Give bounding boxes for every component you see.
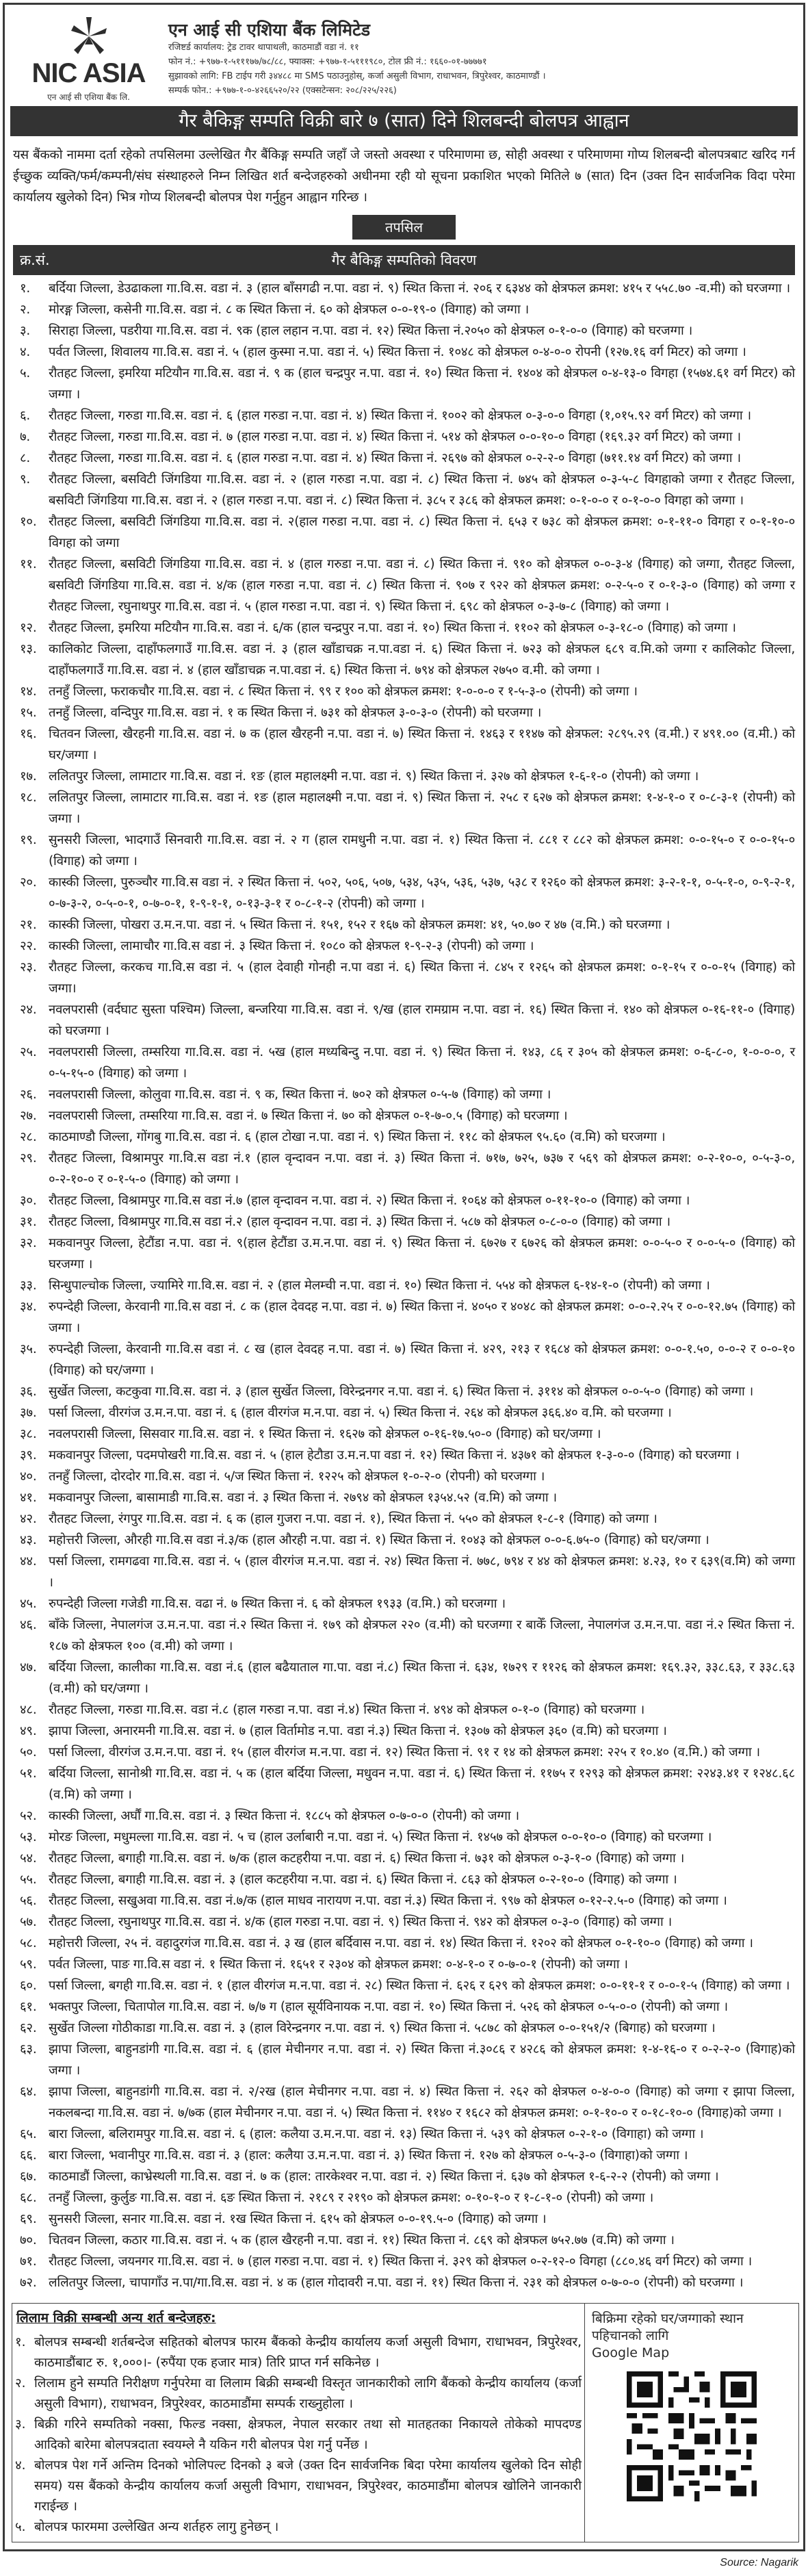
suggestion-info: सुझावको लागि: FB टाईप गरी ३४४८८ मा SMS पठाउनुहोस्, कर्जा असुली विभाग, राधाभवन, त्रिपुरेश्वर, काठमाण्डौं ।	[168, 71, 546, 81]
item-serial: २९.	[20, 1151, 37, 1165]
property-item	[13, 511, 795, 554]
property-item	[13, 448, 795, 469]
item-description: रुपन्देही जिल्ला, केरवानी गा.वि.स वडा नं. ८ ख (हाल देवदह न.पा. वडा नं. ७) स्थित कित्ता नं. ४२९, २१३ र १६८४ को क्षेत्रफल क्रमश: ०-०-१.५०, ०-०-२ र ०-०-१० (विगाह) को घर/जग्गा ।	[49, 1342, 795, 1378]
item-description: रौतहट जिल्ला, इमरिया मटियौन गा.वि.स. वडा नं. ९ क (हाल चन्द्रपुर न.पा. वडा नं. १०) स्थित कित्ता नं. १४०४ को क्षेत्रफल ०-४-१३-० विगहा (१५७४.६१ वर्ग मिटर) को जग्गा ।	[49, 366, 795, 402]
item-serial: ८.	[20, 451, 31, 465]
term-item	[15, 2517, 582, 2538]
item-serial: १०.	[20, 515, 37, 529]
property-item	[13, 1699, 795, 1721]
item-description: बर्दिया जिल्ला, डेउढाकला गा.वि.स. वडा नं. ३ (हाल बाँसगढी न.पा. वडा नं. ९) स्थित कित्ता नं. २०६ र ६३४४ को क्षेत्रफल क्रमश: ४१५ र ५५८.७० -व.मी) को घरजग्गा ।	[49, 281, 790, 296]
col-serial-header: क्र.सं.	[20, 252, 50, 268]
property-item	[13, 1466, 795, 1487]
item-serial: ६१.	[20, 2000, 37, 2014]
property-item	[13, 914, 795, 936]
item-serial: ५४.	[20, 1851, 37, 1866]
phone-fax: फोन नं.: +९७७-१-५१११७७/७८/८८, फ्याक्स: +९७७-१-५१११९८०, टोल फ्री नं.: १६६०-०१-७७७७१	[168, 57, 487, 67]
property-item	[13, 1721, 795, 1742]
item-serial: ३७.	[20, 1406, 37, 1420]
property-item	[13, 405, 795, 426]
term-item	[15, 2414, 582, 2456]
term-item	[15, 2332, 582, 2373]
item-description: चितवन जिल्ला, कठार गा.वि.स. वडा नं. ५ क (हाल खैरहनी न.पा. वडा नं. ११) स्थित कित्ता नं. ८६९ को क्षेत्रफल ७५२.७७ (व.मि) को जग्गा ।	[49, 2233, 675, 2247]
item-description: रुपन्देही जिल्ला, केरवानी गा.वि.स वडा नं. ८ क (हाल देवदह न.पा. वडा नं. ७) स्थित कित्ता नं. ४०५० र ४०४८ को क्षेत्रफल क्रमश: ०-०-२.२५ र ०-०-१२.७५ (विगाह) को जग्गा ।	[49, 1300, 795, 1335]
item-serial: १८.	[20, 790, 37, 805]
property-item	[13, 342, 795, 363]
item-description: रुपन्देही जिल्ला गजेडी गा.वि.स. वढा नं. ७ स्थित कित्ता नं. ६ को क्षेत्रफल १९३३ (व.मि.) को घरजग्गा ।	[49, 1597, 506, 1611]
property-item	[13, 1042, 795, 1084]
property-item	[13, 469, 795, 511]
property-item	[13, 787, 795, 829]
google-map-label: Google Map	[592, 2345, 670, 2360]
term-item	[15, 2456, 582, 2517]
notice-frame	[3, 3, 805, 2551]
property-item	[13, 1211, 795, 1233]
item-description: रौतहट जिल्ला, गरुडा गा.वि.स. वडा नं. ७ (हाल गरुडा न.पा. वडा नं. ४) स्थित कित्ता नं. ५१४ को क्षेत्रफल ०-०-१०-० विगहा (१६९.३२ वर्ग मिटर) को जग्गा ।	[49, 430, 741, 444]
notice-title: गैर बैकिङ्ग सम्पति विक्री बारे ७ (सात) दिने शिलबन्दी बोलपत्र आह्वान	[10, 106, 798, 136]
item-description: पर्सा जिल्ला, रामगढवा गा.वि.स. वडा नं. ५ (हाल वीरगंज म.न.पा. वडा नं. २४) स्थित कित्ता नं. ७७८, ७९४ र ४४ को क्षेत्रफल क्रमश: ४.२३, १० र ६३९(व.मि) को जग्गा ।	[49, 1554, 795, 1590]
item-description: रौतहट जिल्ला, सखुअवा गा.वि.स. वडा नं.७/क (हाल माधव नारायण न.पा. वडा नं.३) स्थित कित्ता नं. ९९७ को क्षेत्रफल ०-१२-२.५-० (विगाह) को जग्गा ।	[49, 1894, 727, 1908]
property-item	[13, 2145, 795, 2166]
notice-header	[5, 5, 803, 106]
item-serial: ५८.	[20, 1936, 37, 1950]
item-description: कास्की जिल्ला, अर्घौं गा.वि.स. वडा नं. ३ स्थित कित्ता नं. १८८५ को क्षेत्रफल ०-७-०-० (रोपनी) को जग्गा ।	[49, 1809, 519, 1823]
property-item	[13, 639, 795, 681]
property-item	[13, 1508, 795, 1530]
item-serial: ६.	[20, 409, 31, 423]
item-serial: ४२.	[20, 1512, 37, 1526]
property-item	[13, 1657, 795, 1699]
item-description: ललितपुर जिल्ला, लामाटार गा.वि.स. वडा नं. १ङ (हाल महालक्ष्मी न.पा. वडा नं. ९) स्थित कित्ता नं. २५८ र ६२७ को क्षेत्रफल क्रमश: १-४-१-० र ०-८-३-१ (रोपनी) को जग्गा ।	[49, 790, 795, 826]
col-description-header: गैर बैकिङ्ग सम्पतिको विवरण	[331, 252, 477, 268]
property-item	[13, 2272, 795, 2293]
item-description: मकवानपुर जिल्ला, बासामाडी गा.वि.स. वडा नं. ३ स्थित कित्ता नं. २७९४ को क्षेत्रफल १३५४.५२ (व.मि) को जग्गा ।	[49, 1491, 557, 1505]
item-serial: ५.	[20, 366, 31, 381]
property-item	[13, 723, 795, 766]
item-description: झापा जिल्ला, अनारमनी गा.वि.स. वडा नं. ७ (हाल विर्तामोड न.पा. वडा नं.३) स्थित कित्ता नं. १३०७ को क्षेत्रफल ३६० (व.मि) को घरजग्गा ।	[49, 1724, 667, 1738]
property-item	[13, 2208, 795, 2230]
table-header	[13, 245, 795, 275]
item-serial: १२.	[20, 621, 37, 635]
item-description: रौतहट जिल्ला, करकच गा.वि.स वडा नं. ५ (हाल देवाही गोनही न.पा वडा नं. ६) स्थित कित्ता नं. ८४५ र १२६५ को क्षेत्रफल क्रमश: ०-१-१५ र ०-०-१५ (विगाह) को जग्गा।	[49, 960, 795, 996]
item-serial: २८.	[20, 1130, 37, 1144]
property-item	[13, 936, 795, 957]
map-caption: बिक्रिमा रहेको घर/जग्गाको स्थान पहिचानको लागि	[592, 2311, 744, 2343]
property-item	[13, 363, 795, 405]
property-item	[13, 320, 795, 342]
property-item	[13, 2124, 795, 2145]
item-serial: ३४.	[20, 1300, 37, 1314]
item-serial: ४६.	[20, 1618, 37, 1632]
registered-office: रजिष्टर्ड कार्यालय: ट्रेड टावर थापाथली, काठमाडौं वडा नं. ११	[168, 42, 359, 53]
item-serial: ७१.	[20, 2254, 37, 2269]
contact-phone: सम्पर्क फोन.: +९७७-१-०-४२६६५२०/२२ (एक्सटेन्सन: २०८/२२५/२२६)	[168, 86, 397, 96]
property-item	[13, 2018, 795, 2039]
item-description: रौतहट जिल्ला, इमरिया मटियौन गा.वि.स. वडा नं. ६/क (हाल चन्द्रपुर न.पा. वडा नं. १०) स्थित कित्ता नं. ११०२ को क्षेत्रफल ०-३-१८-० (विगाह) को जग्गा ।	[49, 621, 736, 635]
property-item	[13, 1487, 795, 1508]
item-serial: २०.	[20, 875, 37, 890]
item-description: पर्सा जिल्ला, बगही गा.वि.स. वडा नं. १ (हाल वीरगंज म.न.पा. वडा नं. २८) स्थित कित्ता नं. ६२६ र ६२९ को क्षेत्रफल क्रमश: ०-०-११-१ र ०-०-१-५ (विगाह) को जग्गा ।	[49, 1979, 790, 1993]
item-description: चितवन जिल्ला, खैरहनी गा.वि.स. वडा नं. ७ क (हाल खैरहनी न.पा. वडा नं. ७) स्थित कित्ता नं. १४६३ र ११४७ को क्षेत्रफल: २८९५.२९ (व.मी.) र ४९१.०० (व.मी.) को घर/जग्गा ।	[49, 727, 795, 762]
property-item	[13, 1296, 795, 1339]
item-description: महोत्तरी जिल्ला, २५ नं. वहादुरगंज गा.वि.स. वडा नं. ३ ख (हाल बर्दिवास न.पा. वडा नं. १४) स्थित कित्ता नं. १२०२ को क्षेत्रफल ०-१-१०-० (विगाह) को जग्गा ।	[49, 1936, 753, 1950]
property-item	[13, 1445, 795, 1466]
item-description: मकवानपुर जिल्ला, हेटौंडा न.पा. वडा नं. ९(हाल हेटौंडा उ.म.न.पा. वडा नं. ९) स्थित कित्ता नं. ६७२७ र ६७२६ को क्षेत्रफल क्रमश: ०-०-५-० र ०-०-५-० (विगाह) को घरजग्गा ।	[49, 1236, 795, 1272]
item-serial: ६५.	[20, 2127, 37, 2141]
intro-paragraph: यस बैंकको नाममा दर्ता रहेको तपसिलमा उल्लेखित गैर बैंकिङ्ग सम्पति जहाँ जे जस्तो अवस्था र परिमाणमा छ, सोही अवस्था र परिमाणमा गोप्य शिलबन्दी बोलपत्रबाट खरिद गर्न ईच्छुक व्यक्ति/फर्म/कम्पनी/संघ संस्थाहरुले निम्न लिखित शर्त बन्देजहरुको अधीनमा रही यो सूचना प्रकाशित भएको मितिले ७ (सात) दिन (उक्त दिन सार्वजनिक विदा परेमा कार्यालय खुलेको दिन) भित्र गोप्य शिलबन्दी बोलपत्र पेश गर्नुहुन आह्वान गरिन्छ ।	[13, 148, 795, 205]
property-item	[13, 426, 795, 448]
item-description: रौतहट जिल्ला, बसविटी जिंगडिया गा.वि.स. वडा नं. २ (हाल गरुडा न.पा. वडा नं. ८) स्थित कित्ता नं. ७४५ को क्षेत्रफल ०-३-५-८ विगहाको जग्गा र रौतहट जिल्ला, बसविटी जिंगडिया गा.वि.स. वडा नं. २ (हाल गरुडा न.पा. वडा नं. ८) स्थित कित्ता नं. ३८५ र ३८६ को क्षेत्रफल क्रमश: ०-१-०-० र ०-१-०-० विगहा को जग्गा ।	[49, 472, 795, 508]
item-serial: २३.	[20, 960, 37, 975]
property-item	[13, 1827, 795, 1848]
property-item	[13, 872, 795, 914]
item-serial: ३१.	[20, 1215, 37, 1229]
property-item	[13, 1530, 795, 1551]
item-serial: १६.	[20, 727, 37, 741]
item-serial: १५.	[20, 706, 37, 720]
item-description: तनहुँ जिल्ला, फराकचौर गा.वि.स. वडा नं. ८ स्थित कित्ता नं. ९९ र १०० को क्षेत्रफल क्रमश: १-०-०-० र १-५-३-० (रोपनी) को जग्गा ।	[49, 684, 638, 699]
property-item	[13, 1763, 795, 1805]
item-serial: २७.	[20, 1109, 37, 1123]
item-description: नवलपरासी जिल्ला, कोलुवा गा.वि.स. वडा नं. ९ क, स्थित कित्ता नं. ७०२ को क्षेत्रफल ०-५-७ (विगाह) को जग्गा ।	[49, 1087, 551, 1102]
item-description: मोरङ्ग जिल्ला, कसेनी गा.वि.स. वडा नं. ८ क स्थित कित्ता नं. ६० को क्षेत्रफल ०-०-१९-० (विगाह) को जग्गा ।	[49, 302, 530, 317]
schedule-label: तपसिल	[352, 215, 456, 240]
item-description: भक्तपुर जिल्ला, चितापोल गा.वि.स. वडा नं. ७/७ ग (हाल सूर्यविनायक न.पा. वडा नं. १०) स्थित कित्ता नं. ५२६ को क्षेत्रफल ०-५-०-० (रोपनी) को जग्गा ।	[49, 2000, 728, 2014]
source-credit: Source: Nagarik	[720, 2557, 798, 2568]
item-description: कास्की जिल्ला, पुरुञ्चौर गा.वि.स वडा नं. २ स्थित कित्ता नं. ५०२, ५०६, ५०७, ५३४, ५३५, ५३६, ५३७, ५३८ र १२६० को क्षेत्रफल क्रमश: ३-२-१-१, ०-५-१-०, ०-९-२-१, ०-७-३-२, ०-५-०-१, ०-७-०-१, १-९-१-१, ०-१३-३-१ र ०-८-१-२ (रोपनी) को जग्गा ।	[49, 875, 795, 911]
property-item	[13, 1975, 795, 1996]
logo-text: NIC ASIA	[31, 57, 146, 88]
property-item	[13, 1339, 795, 1381]
property-item	[13, 1402, 795, 1424]
item-serial: २२.	[20, 939, 37, 953]
property-item	[13, 1381, 795, 1402]
item-serial: १३.	[20, 642, 37, 656]
item-description: सुर्खेत जिल्ला गोठीकाडा गा.वि.स. वडा नं. ३ (हाल विरेन्द्रनगर न.पा. वडा नं. ९) स्थित कित्ता नं. ५८७८ को क्षेत्रफल ०-०-१५१/२ (बिगाह) को घरजग्गा ।	[49, 2021, 716, 2035]
item-description: रौतहट जिल्ला, रघुनाथपुर गा.वि.स. वडा नं. ४/क (हाल गरुडा न.पा. वडा नं. ९) स्थित कित्ता नं. ९४२ को क्षेत्रफल ०-३-० (विगाह) को जग्गा ।	[49, 1915, 673, 1929]
item-description: सिन्धुपाल्चोक जिल्ला, ज्यामिरे गा.वि.स. वडा नं. २ (हाल मेलम्ची न.पा. वडा नं. १०) स्थित कित्ता नं. ५५४ को क्षेत्रफल ६-१४-१-० (रोपनी) को जग्गा ।	[49, 1278, 710, 1293]
property-item	[13, 1614, 795, 1657]
property-item	[13, 1233, 795, 1275]
item-description: तनहुँ जिल्ला, दोरदोर गा.वि.स. वडा नं. ५/ज स्थित कित्ता नं. १२२५ को क्षेत्रफल १-०-२-० (रोपनी) को घरजग्गा ।	[49, 1469, 545, 1484]
item-description: बारा जिल्ला, बलिरामपुर गा.वि.स. वडा नं. ६ (हाल: कलैया उ.म.न.पा. वडा नं. १३) स्थित कित्ता नं. ५३९ को क्षेत्रफल ०-२-१-० (विगाहा) को जग्गा ।	[49, 2127, 704, 2141]
item-serial: ३३.	[20, 1278, 37, 1293]
item-description: तनहुँ जिल्ला, कुर्लुङ गा.वि.स. वडा नं. ६ङ स्थित कित्ता नं. २१८९ र २१९० को क्षेत्रफल क्रमश: ०-१०-१-० र १-८-१-० (रोपनी) को जग्गा ।	[49, 2191, 654, 2205]
item-serial: ५१.	[20, 1766, 37, 1781]
item-serial: २.	[20, 302, 31, 317]
item-serial: ३.	[20, 324, 31, 338]
property-item	[13, 2081, 795, 2124]
bank-info	[168, 20, 790, 98]
tapsil-wrap	[5, 215, 803, 240]
item-serial: ६६.	[20, 2148, 37, 2163]
property-item	[13, 278, 795, 299]
item-serial: २५.	[20, 1045, 37, 1059]
item-serial: ३९.	[20, 1448, 37, 1463]
term-text: बोलपत्र पेश गर्ने अन्तिम दिनको भोलिपल्ट दिनको ३ बजे (उक्त दिन सार्वजनिक बिदा परेमा कार्यालय खुलेको दिन सोही समय) यस बैंकको केन्द्रीय कार्यालय कर्जा असुली विभाग, राधाभवन, त्रिपुरेश्वर, काठमाडौंमा बोलपत्र खोलिने जानकारी गराईन्छ ।	[34, 2458, 582, 2514]
item-serial: ४३.	[20, 1533, 37, 1547]
item-description: कास्की जिल्ला, पोखरा उ.म.न.पा. वडा नं. ५ स्थित कित्ता नं. १५१, १५२ र १६७ को क्षेत्रफल क्रमश: ४१, ५०.७० र ४७ (व.मि.) को घरजग्गा ।	[49, 918, 670, 932]
property-item	[13, 1848, 795, 1869]
item-serial: १४.	[20, 684, 37, 699]
item-serial: ४४.	[20, 1554, 37, 1569]
property-item	[13, 766, 795, 787]
item-serial: ४७.	[20, 1660, 37, 1675]
item-description: रौतहट जिल्ला, जयनगर गा.वि.स. वडा नं. ७ (हाल गरुडा न.पा. वडा नं. १) स्थित कित्ता नं. ३२९ को क्षेत्रफल ०-२-१२-० विगहा (८८०.४६ वर्ग मिटर) को जग्गा ।	[49, 2254, 753, 2269]
item-description: तनहुँ जिल्ला, वन्दिपुर गा.वि.स. वडा नं. १ क स्थित कित्ता नं. ७३१ को क्षेत्रफल ३-०-३-० (रोपनी) को घरजग्गा ।	[49, 706, 542, 720]
item-description: महोत्तरी जिल्ला, औरही गा.वि.स वडा नं.३/क (हाल औरही न.पा. वडा नं. १) स्थित कित्ता नं. १०४३ को क्षेत्रफल ०-०-६.७५-० (विगाह) को घर/जग्गा ।	[49, 1533, 709, 1547]
item-description: नवलपरासी जिल्ला, तम्सरिया गा.वि.स. वडा नं. ७ स्थित कित्ता नं. ७० को क्षेत्रफल ०-१-७-०.५ (विगाह) को घरजग्गा ।	[49, 1109, 568, 1123]
item-serial: ६८.	[20, 2191, 37, 2205]
item-serial: २६.	[20, 1087, 37, 1102]
item-description: पर्सा जिल्ला, वीरगंज उ.म.न.पा. वडा नं. ६ (हाल वीरगंज म.न.पा. वडा नं. ५) स्थित कित्ता नं. २६४ को क्षेत्रफल ३६६.४० व.मि. को घरजग्गा ।	[49, 1406, 672, 1420]
item-description: सुनसरी जिल्ला, सनार गा.वि.स. वडा नं. १ख स्थित कित्ता नं. ६१५ को क्षेत्रफल ०-०-१९.५-० (विगाह) को जग्गा ।	[49, 2212, 547, 2226]
bank-logo	[18, 16, 159, 103]
item-description: रौतहट जिल्ला, गरुडा गा.वि.स. वडा नं. ६ (हाल गरुडा न.पा. वडा नं. ४) स्थित कित्ता नं. १००२ को क्षेत्रफल ०-३-०-० विगहा (१,०१५.९२ वर्ग मिटर) को जग्गा ।	[49, 409, 751, 423]
item-description: सुनसरी जिल्ला, भादगाउँ सिनवारी गा.वि.स. वडा नं. २ ग (हाल रामधुनी न.पा. वडा नं. १) स्थित कित्ता नं. ८८१ र ८८२ को क्षेत्रफल क्रमश: ०-०-१५-० र ०-०-१५-० (विगाह) को जग्गा ।	[49, 833, 795, 868]
item-serial: ११.	[20, 557, 37, 571]
item-description: पर्सा जिल्ला, वीरगंज उ.म.न.पा. वडा नं. १५ (हाल वीरगंज म.न.पा. वडा नं. १२) स्थित कित्ता नं. ९१ र १४ को क्षेत्रफल क्रमश: २२५ र १०.४० (व.मि.) को जग्गा ।	[49, 1745, 760, 1760]
item-description: नवलपरासी जिल्ला, सिसवार गा.वि.स. वडा नं. १ स्थित कित्ता नं. १६२७ को क्षेत्रफल ०-१६-१७.५०-० (विगाह) को घर/जग्गा ।	[49, 1427, 601, 1441]
property-item	[13, 1126, 795, 1148]
property-item	[13, 1190, 795, 1211]
item-serial: २१.	[20, 918, 37, 932]
property-item	[13, 554, 795, 617]
term-text: लिलाम हुने सम्पति निरीक्षण गर्नुपरेमा वा लिलाम बिक्री सम्बन्धी विस्तृत जानकारीको लागि बैंकको केन्द्रीय कार्यालय (कर्जा असुली विभाग), राधाभवन, त्रिपुरेश्वर, काठमाडौंमा सम्पर्क राख्नुहोला ।	[34, 2376, 582, 2411]
item-serial: ४८.	[20, 1703, 37, 1717]
google-map-box	[585, 2304, 798, 2542]
property-item	[13, 2039, 795, 2081]
item-description: रौतहट जिल्ला, बसविटी जिंगडिया गा.वि.स. वडा नं. २(हाल गरुडा न.पा. वडा नं. ८) स्थित कित्ता नं. ६५३ र ७३८ को क्षेत्रफल क्रमश: ०-१-११-० विगहा र ०-१-१०-० विगहा को जग्गा	[49, 515, 795, 550]
item-serial: १९.	[20, 833, 37, 847]
property-item	[13, 1996, 795, 2018]
term-serial: १.	[15, 2335, 26, 2349]
notice-page	[0, 3, 808, 2576]
item-serial: ६९.	[20, 2212, 37, 2226]
item-description: रौतहट जिल्ला, विश्रामपुर गा.वि.स वडा नं.२ (हाल वृन्दावन न.पा. वडा नं. ३) स्थित कित्ता नं. ५८७ को क्षेत्रफल ०-८-०-० (विगाह) को जग्गा ।	[49, 1215, 670, 1229]
item-description: रौतहट जिल्ला, बगाही गा.वि.स. वडा नं. ३ (हाल कटहरीया न.पा. वडा नं. ६) स्थित कित्ता नं. ८६३ को क्षेत्रफल ०-२-१०-० (विगाह) को जग्गा ।	[49, 1872, 677, 1887]
item-description: रौतहट जिल्ला, रंगपुर गा.वि.स. वडा नं. ६ क (हाल गुजरा न.पा. वडा नं. १), स्थित कित्ता नं. ५५० को क्षेत्रफल १-८-१ (विगाह) को जग्गा ।	[49, 1512, 657, 1526]
property-item	[13, 1954, 795, 1975]
item-description: मोरङ जिल्ला, मधुमल्ला गा.वि.स. वडा नं. ५ च (हाल उर्लाबारी न.पा. वडा नं. ५) स्थित कित्ता नं. १४५७ को क्षेत्रफल ०-०-१०-० (विगाह) को घरजग्गा ।	[49, 1830, 712, 1844]
item-description: पर्वत जिल्ला, पाङ गा.वि.स वडा नं. १ स्थित कित्ता नं. १६५१ र २३०४ को क्षेत्रफल क्रमश: ०-४-१-० र ०-७-०-१ (रोपनी) को जग्गा ।	[49, 1957, 628, 1972]
property-item	[13, 829, 795, 872]
item-serial: ६३.	[20, 2042, 37, 2057]
term-text: बोलपत्र सम्बन्धी शर्तबन्देज सहितको बोलपत्र फारम बैंकको केन्द्रीय कार्यालय कर्जा असुली विभाग, राधाभवन, त्रिपुरेश्वर, काठमाडौंबाट रु. १,०००।- (रुपैंया एक हजार मात्र) तिरि प्राप्त गर्न सकिनेछ ।	[34, 2335, 582, 2370]
item-description: रौतहट जिल्ला, बगाही गा.वि.स. वडा नं. ७/क (हाल कटहरीया न.पा. वडा नं. ६) स्थित कित्ता नं. ७३१ को क्षेत्रफल ०-३-१-० (विगाह) को जग्गा ।	[49, 1851, 685, 1866]
item-serial: ४१.	[20, 1491, 37, 1505]
property-item	[13, 957, 795, 999]
term-serial: ३.	[15, 2417, 26, 2432]
property-item	[13, 1869, 795, 1890]
property-item	[13, 1933, 795, 1954]
item-description: सिराहा जिल्ला, पडरीया गा.वि.स. वडा नं. ९क (हाल लहान न.पा. वडा नं. १२) स्थित कित्ता नं.२०५० को क्षेत्रफल ०-१-०-० (विगाह) को घरजग्गा ।	[49, 324, 693, 338]
logo-subtitle: एन आई सी एशिया बैंक लि.	[47, 92, 130, 102]
property-item	[13, 1424, 795, 1445]
term-serial: ४.	[15, 2458, 26, 2473]
item-serial: ४०.	[20, 1469, 37, 1484]
item-serial: ४.	[20, 345, 31, 359]
item-serial: ५९.	[20, 1957, 37, 1972]
item-serial: ३६.	[20, 1384, 37, 1399]
property-item	[13, 1105, 795, 1126]
item-serial: १७.	[20, 769, 37, 784]
item-serial: ३०.	[20, 1194, 37, 1208]
property-item	[13, 2230, 795, 2251]
property-item	[13, 1805, 795, 1827]
item-serial: ६२.	[20, 2021, 37, 2035]
item-serial: ९.	[20, 472, 31, 487]
terms-section	[12, 2304, 585, 2542]
item-description: ललितपुर जिल्ला, लामाटार गा.वि.स. वडा नं. १ङ (हाल महालक्ष्मी न.पा. वडा नं. ९) स्थित कित्ता नं. ३२७ को क्षेत्रफल १-६-१-० (रोपनी) को जग्गा ।	[49, 769, 699, 784]
item-serial: २४.	[20, 1003, 37, 1017]
property-item	[13, 1148, 795, 1190]
item-description: रौतहट जिल्ला, विश्रामपुर गा.वि.स वडा नं.७ (हाल वृन्दावन न.पा. वडा नं. २) स्थित कित्ता नं. १०६४ को क्षेत्रफल ०-११-१०-० (विगाह) को जग्गा ।	[49, 1194, 690, 1208]
item-description: बाँके जिल्ला, नेपालगंज उ.म.न.पा. वडा नं.२ स्थित कित्ता नं. १७९ को क्षेत्रफल २२० (व.मी) को घरजग्गा र बाकेँ जिल्ला, नेपालगंज उ.म.न.पा. वडा नं.२ स्थित कित्ता नं. १८७ को क्षेत्रफल १०० (व.मी) को जग्गा ।	[49, 1618, 795, 1653]
property-item	[13, 2187, 795, 2208]
terms-list	[15, 2332, 582, 2538]
item-serial: ५५.	[20, 1872, 37, 1887]
item-description: बर्दिया जिल्ला, कालीका गा.वि.स. वडा नं.६ (हाल बढैयाताल गा.पा. वडा नं.८) स्थित कित्ता नं. ६३४, १७२९ र ११२६ को क्षेत्रफल क्रमश: १६९.३२, ३३८.६३, र ३३८.६३ (व.मी) को घर/जग्गा ।	[49, 1660, 795, 1696]
term-serial: २.	[15, 2376, 26, 2391]
qr-code-icon[interactable]	[627, 2371, 757, 2501]
property-item	[13, 2251, 795, 2272]
item-description: रौतहट जिल्ला, विश्रामपुर गा.वि.स वडा नं.१ (हाल वृन्दावन न.पा. वडा नं. ३) स्थित कित्ता नं. ७१७, ७२५, ७३७ र ५६९ को क्षेत्रफल क्रमश: ०-२-१०-०, ०-५-३-०, ०-२-१०-० र ०-१-५-० (विगाह) को जग्गा ।	[49, 1151, 795, 1187]
property-item	[13, 1084, 795, 1105]
item-serial: ६०.	[20, 1979, 37, 1993]
item-description: झापा जिल्ला, बाहुनडांगी गा.वि.स. वडा नं. ६ (हाल मेचीनगर न.पा. वडा नं. २) स्थित कित्ता नं.३०८६ र ४२८६ को क्षेत्रफल क्रमश: १-४-१६-० र ०-२-२-० (विगाह)को जग्गा ।	[49, 2042, 795, 2078]
item-serial: ३२.	[20, 1236, 37, 1250]
item-serial: ४५.	[20, 1597, 37, 1611]
item-description: पर्वत जिल्ला, शिवालय गा.वि.स. वडा नं. ५ (हाल कुस्मा न.पा. वडा नं. ५) स्थित कित्ता नं. १०४८ को क्षेत्रफल ०-४-०-० रोपनी (१२७.१६ वर्ग मिटर) को जग्गा ।	[49, 345, 746, 359]
bank-name: एन आई सी एशिया बैंक लिमिटेड	[168, 20, 370, 40]
item-serial: ४९.	[20, 1724, 37, 1738]
item-description: नवलपरासी (वर्दघाट सुस्ता पश्चिम) जिल्ला, बन्जरिया गा.वि.स. वडा नं. ९/ख (हाल रामग्राम न.पा. वडा नं. १६) स्थित कित्ता नं. १४० को क्षेत्रफल ०-१६-११-० (विगाह) को घरजग्गा ।	[49, 1003, 795, 1038]
property-item	[13, 1890, 795, 1911]
item-description: रौतहट जिल्ला, बसविटी जिंगडिया गा.वि.स. वडा नं. ४ (हाल गरुडा न.पा. वडा नं. ८) स्थित कित्ता नं. ९१० को क्षेत्रफल ०-०-३-४ (विगाह) को जग्गा, रौतहट जिल्ला, बसविटी जिंगडिया गा.वि.स. वडा नं. ४/क (हाल गरुडा न.पा. वडा नं. ८) स्थित कित्ता नं. ९०७ र ९२२ को क्षेत्रफल क्रमश: ०-२-५-० र ०-१-३-० (विगाह) को जग्गा र रौतहट जिल्ला, रघुनाथपुर गा.वि.स. वडा नं. ५ (हाल गरुडा न.पा. वडा नं. ९) स्थित कित्ता नं. ६९८ को क्षेत्रफल ०-३-७-८ (विगाह) को जग्गा ।	[49, 557, 795, 614]
item-description: नवलपरासी जिल्ला, तम्सरिया गा.वि.स. वडा नं. ५ख (हाल मध्यबिन्दु न.पा. वडा नं. ९) स्थित कित्ता नं. १४३, ८६ र ३०५ को क्षेत्रफल क्रमश: ०-६-८-०, १-०-०-०, र ०-५-१५-० (विगाह) को जग्गा ।	[49, 1045, 795, 1081]
item-serial: ७२.	[20, 2276, 37, 2290]
item-serial: ५२.	[20, 1809, 37, 1823]
item-description: झापा जिल्ला, बाहुनडांगी गा.वि.स. वडा नं. २/२ख (हाल मेचीनगर न.पा. वडा नं. ४) स्थित कित्ता नं. २६२ को क्षेत्रफल ०-४-०-० (विगाह) को जग्गा र झापा जिल्ला, नकलबन्दा गा.वि.स. वडा नं. ७/७क (हाल मेचीनगर न.पा. वडा नं. ५) स्थित कित्ता नं. ११४० र १६८२ को क्षेत्रफल क्रमश: ०-१-१०-० र ०-१८-१०-० (विगाह)को जग्गा ।	[49, 2085, 795, 2120]
property-item	[13, 999, 795, 1042]
property-item	[13, 1551, 795, 1593]
item-description: बारा जिल्ला, भवानीपुर गा.वि.स. वडा नं. ३ (हाल: कलैया उ.म.न.पा. वडा नं. ३) स्थित कित्ता नं. १२७ को क्षेत्रफल ०-५-३-० (विगाहा)को जग्गा ।	[49, 2148, 688, 2163]
item-serial: ५७.	[20, 1915, 37, 1929]
item-serial: ६४.	[20, 2085, 37, 2099]
property-item	[13, 702, 795, 723]
item-description: मकवानपुर जिल्ला, पदमपोखरी गा.वि.स. वडा नं. ५ (हाल हेटौडा उ.म.न.पा वडा नं. १२) स्थित कित्ता नं. ४३७१ को क्षेत्रफल १-३-०-० (विगाह) को घरजग्गा ।	[49, 1448, 740, 1463]
term-serial: ५.	[15, 2520, 26, 2534]
item-description: काठमाण्डौ जिल्ला, गोंगबु गा.वि.स. वडा नं. ६ (हाल टोखा न.पा. वडा नं. ९) स्थित कित्ता नं. ११८ को क्षेत्रफल ९५.६० (व.मि) को घरजग्गा ।	[49, 1130, 666, 1144]
item-serial: ६७.	[20, 2169, 37, 2184]
property-item	[13, 1275, 795, 1296]
item-description: रौतहट जिल्ला, गरुडा गा.वि.स. वडा नं. ६ (हाल गरुडा न.पा. वडा नं. ४) स्थित कित्ता नं. २६९७ को क्षेत्रफल ०-२-२-० विगहा (७११.१४ वर्ग मिटर) को जग्गा ।	[49, 451, 741, 465]
property-item	[13, 299, 795, 320]
property-item	[13, 1742, 795, 1763]
item-serial: ५०.	[20, 1745, 37, 1760]
property-list	[5, 275, 803, 2297]
item-description: काठमाडौं जिल्ला, काभ्रेस्थली गा.वि.स. वडा नं. ७ क (हाल: तारकेश्वर न.पा. वडा नं. २) स्थित कित्ता नं. ६३७ को क्षेत्रफल १-६-२-२ (रोपनी) को जग्गा ।	[49, 2169, 719, 2184]
term-item	[15, 2373, 582, 2414]
item-description: ललितपुर जिल्ला, चापागाँउ न.पा/गा.वि.स. वडा नं. ४ क (हाल गोदावरी न.पा. वडा नं. ११) स्थित कित्ता नं. २३१ को क्षेत्रफल ०-७-०-० (रोपनी) को घरजग्गा ।	[49, 2276, 744, 2290]
item-serial: ७०.	[20, 2233, 37, 2247]
item-serial: ३८.	[20, 1427, 37, 1441]
item-description: रौतहट जिल्ला, गरुडा गा.वि.स. वडा नं.८ (हाल गरुडा न.पा. वडा नं.४) स्थित कित्ता नं. ४९४ को क्षेत्रफल ०-१-० (विगाह) को घरजग्गा ।	[49, 1703, 645, 1717]
item-serial: ५३.	[20, 1830, 37, 1844]
property-item	[13, 681, 795, 702]
property-item	[13, 617, 795, 639]
property-item	[13, 1911, 795, 1933]
item-description: बर्दिया जिल्ला, सानोश्री गा.वि.स. वडा नं. ५ क (हाल बर्दिया जिल्ला, मधुवन न.पा. वडा नं. ६) स्थित कित्ता नं. ११७५ र १२९३ को क्षेत्रफल क्रमश: २२४३.४१ र १२४८.६८ (व.मि) को जग्गा ।	[49, 1766, 795, 1802]
item-serial: ५६.	[20, 1894, 37, 1908]
item-description: कालिकोट जिल्ला, दाहाँफलगाउँ गा.वि.स. वडा नं. ३ (हाल खाँडाचक्र न.पा.वडा नं. ६) स्थित कित्ता नं. ७२३ को क्षेत्रफल ६८९ व.मि.को जग्गा र कालिकोट जिल्ला, दाहाँफलगाउँ गा.वि.स. वडा नं. ४ (हाल खाँडाचक्र न.पा.वडा नं. ६) स्थित कित्ता नं. ७९४ को क्षेत्रफल २७५० व.मी. को जग्गा ।	[49, 642, 795, 678]
item-serial: ३५.	[20, 1342, 37, 1356]
item-serial: ७.	[20, 430, 31, 444]
item-serial: १.	[20, 281, 31, 296]
term-text: बोलपत्र फारममा उल्लेखित अन्य शर्तहरु लागु हुनेछन् ।	[34, 2520, 279, 2534]
bottom-section	[12, 2303, 799, 2542]
terms-title: लिलाम विक्री सम्बन्धी अन्य शर्त बन्देजहरु:	[16, 2310, 216, 2326]
property-item	[13, 1593, 795, 1614]
nic-asia-star-icon	[68, 16, 109, 57]
item-description: सुर्खेत जिल्ला, कटकुवा गा.वि.स. वडा नं. ३ (हाल सुर्खेत जिल्ला, विरेन्द्रनगर न.पा. वडा नं. ६) स्थित कित्ता नं. ३११४ को क्षेत्रफल ०-०-५-० (विगाह) को जग्गा ।	[49, 1384, 754, 1399]
term-text: बिक्री गरिने सम्पतिको नक्सा, फिल्ड नक्सा, क्षेत्रफल, नेपाल सरकार तथा सो मातहतका निकायले तोकेको मापदण्ड आदिको बारेमा बोलपत्रदाता स्वयम्ले नै यकिन गरी बोलपत्र पेश गर्नु पर्नेछ ।	[34, 2417, 582, 2452]
item-description: कास्की जिल्ला, लामाचौर गा.वि.स वडा नं. ३ स्थित कित्ता नं. १०८० को क्षेत्रफल १-९-२-३ (रोपनी) को जग्गा ।	[49, 939, 534, 953]
property-item	[13, 2166, 795, 2187]
